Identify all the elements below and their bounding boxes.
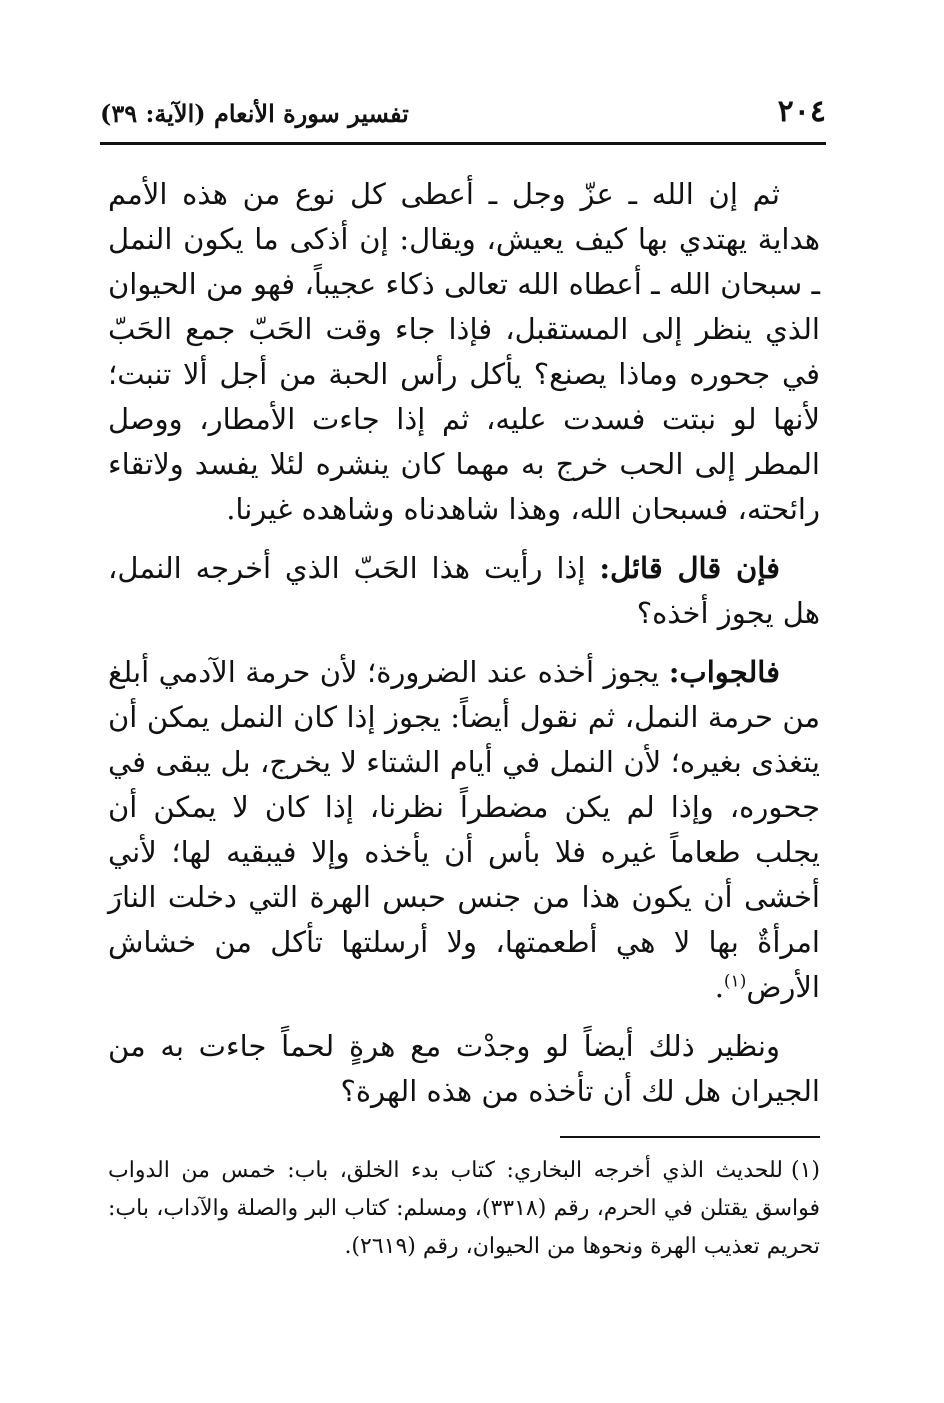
footnote-marker: (١) <box>790 1158 820 1183</box>
main-text <box>108 172 820 1128</box>
page-header <box>100 92 826 138</box>
answer-lead: فالجواب: <box>668 655 780 689</box>
footnote-1 <box>108 1152 820 1266</box>
paragraph-ants-guidance: ثم إن الله ـ عزّ وجل ـ أعطى كل نوع من هذه الأمم هداية يهتدي بها كيف يعيش، ويقال: إن أذكى ما يكون النمل ـ سبحان الله ـ أعطاه الله تعالى ذكاء عجيباً، فهو من الحيوان الذي ينظر إلى المستقبل، فإذا جاء وقت الحَبّ جمع الحَبّ في جحوره وماذا يصنع؟ يأكل رأس الحبة من أجل ألا تنبت؛ لأنها لو نبتت فسدت عليه، ثم إذا جاءت الأمطار، ووصل المطر إلى الحب خرج به مهما كان ينشره لئلا يفسد ولاتقاء رائحته، فسبحان الله، وهذا شاهدناه وشاهده غيرنا. <box>108 177 820 526</box>
paragraph-cat-example: ونظير ذلك أيضاً لو وجدْت مع هرةٍ لحماً جاءت به من الجيران هل لك أن تأخذه من هذه الهرة؟ <box>108 1029 820 1108</box>
footnote-divider <box>560 1136 820 1138</box>
footnote-text: للحديث الذي أخرجه البخاري: كتاب بدء الخلق، باب: خمس من الدواب فواسق يقتلن في الحرم، رقم (٣٣١٨)، ومسلم: كتاب البر والصلة والآداب، باب: تحريم تعذيب الهرة ونحوها من الحيوان، رقم (٢٦١٩). <box>108 1158 820 1259</box>
question-lead: فإن قال قائل: <box>599 551 780 585</box>
page-number: ٢٠٤ <box>777 94 826 129</box>
paragraph-question <box>108 546 820 636</box>
answer-end: . <box>714 970 724 1004</box>
paragraph-answer <box>108 650 820 1010</box>
footnote-reference[interactable]: (١) <box>723 971 747 992</box>
question-text: إذا رأيت هذا الحَبّ الذي أخرجه النمل، هل يجوز أخذه؟ <box>108 551 820 630</box>
header-divider <box>100 142 826 145</box>
answer-text: يجوز أخذه عند الضرورة؛ لأن حرمة الآدمي أبلغ من حرمة النمل، ثم نقول أيضاً: يجوز إذا كان النمل يمكن أن يتغذى بغيره؛ لأن النمل في أيام الشتاء لا يخرج، بل يبقى في جحوره، وإذا لم يكن مضطراً نظرنا، إذا كان لا يمكن أن يجلب طعاماً غيره فلا بأس أن يأخذه وإلا فيبقيه لها؛ لأني أخشى أن يكون هذا من جنس حبس الهرة التي دخلت النارَ امرأةٌ بها لا هي أطعمتها، ولا أرسلتها تأكل من خشاش الأرض <box>108 655 820 1004</box>
running-title: تفسير سورة الأنعام (الآية: ٣٩) <box>100 99 409 128</box>
